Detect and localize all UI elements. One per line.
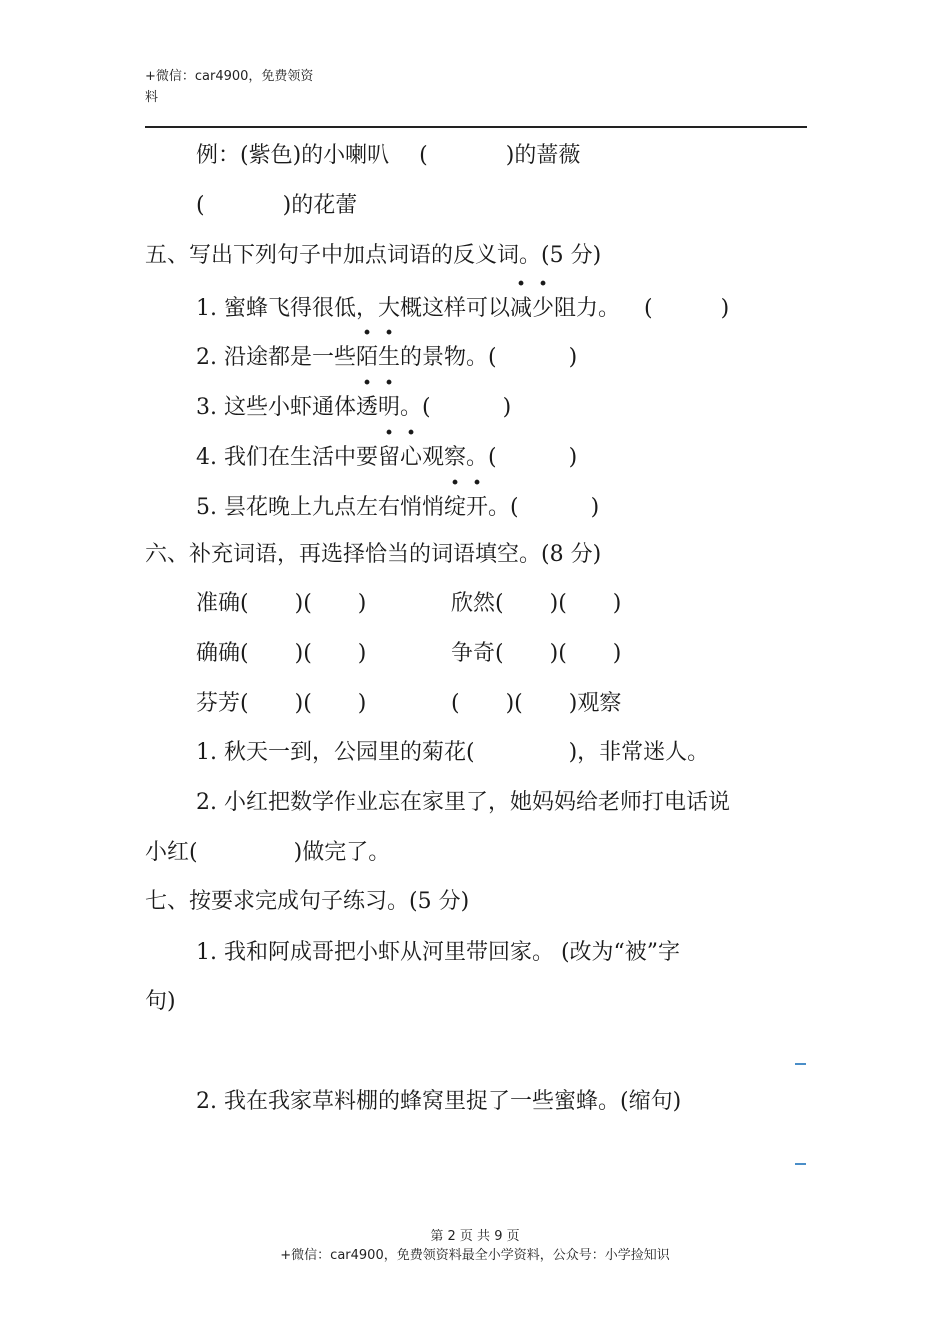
emphasis-dot-char: 绽: [443, 495, 466, 520]
blank1-suffix: 的蔷薇: [514, 143, 581, 168]
word-queque: 确确( )( ): [196, 641, 367, 666]
example-text: 例：(紫色)的小喇叭: [196, 143, 390, 168]
watermark-line-1: +微信：car4900，免费领资: [145, 69, 314, 84]
example-line: 例：(紫色)的小喇叭 ( )的蔷薇: [196, 143, 581, 168]
emphasis-dot-char: 生: [378, 345, 401, 370]
word-zhunque: 准确( )( ): [196, 591, 367, 616]
dotted-word: [356, 345, 400, 370]
emphasis-dot-char: 减: [509, 296, 532, 321]
answer-line-1: [795, 1063, 806, 1065]
blank2-suffix: 的花蕾: [291, 193, 358, 218]
emphasis-dot-char: 开: [466, 495, 489, 520]
section7-q1-line1: 1. 我和阿成哥把小虾从河里带回家。 (改为“被”字: [196, 940, 681, 965]
emphasis-dot-char: 陌: [355, 345, 378, 370]
section7-q2: 2. 我在我家草料棚的蜂窝里捉了一些蜜蜂。(缩句): [196, 1089, 682, 1114]
word-xinran: 欣然( )( ): [451, 591, 622, 616]
section5-item-1: 1. 蜜蜂飞得很低，大概这样可以减少阻力。 ( ): [196, 293, 729, 325]
section7-title: 七、按要求完成句子练习。(5 分): [145, 889, 470, 914]
word-fenfang: 芬芳( )( ): [196, 691, 367, 716]
word-guancha: ( )( )观察: [451, 691, 622, 716]
section6-q1: 1. 秋天一到，公园里的菊花( )，非常迷人。: [196, 740, 710, 765]
section5-item-3: 3. 这些小虾通体透明。( ): [196, 392, 511, 424]
dotted-word: [356, 395, 400, 420]
dotted-word: [444, 495, 488, 520]
section6-q2-line2: 小红( )做完了。: [145, 840, 391, 865]
blank2-line: ( )的花蕾: [196, 193, 358, 218]
section5-item-4: 4. 我们在生活中要留心观察。( ): [196, 442, 577, 474]
header-divider: [145, 126, 807, 128]
section5-item-5: 5. 昙花晚上九点左右悄悄绽开。( ): [196, 492, 599, 524]
emphasis-dot-char: 明: [378, 395, 401, 420]
section7-q1-line2: 句): [145, 989, 176, 1014]
emphasis-dot-char: 透: [355, 395, 378, 420]
section6-q2-line1: 2. 小红把数学作业忘在家里了，她妈妈给老师打电话说: [196, 790, 730, 815]
dotted-word: [378, 445, 422, 470]
page-number: 第 2 页 共 9 页: [430, 1229, 520, 1244]
emphasis-dot-char: 少: [532, 296, 555, 321]
section6-title: 六、补充词语，再选择恰当的词语填空。(8 分): [145, 542, 602, 567]
footer-watermark: +微信：car4900，免费领资料最全小学资料，公众号：小学捡知识: [280, 1248, 670, 1263]
emphasis-dot-char: 留: [377, 445, 400, 470]
answer-line-2: [795, 1163, 806, 1165]
section5-title: 五、写出下列句子中加点词语的反义词。(5 分): [145, 243, 602, 268]
emphasis-dot-char: 心: [400, 445, 423, 470]
section5-item-2: 2. 沿途都是一些陌生的景物。( ): [196, 342, 577, 374]
dotted-word: [510, 296, 554, 321]
watermark-line-2: 料: [145, 90, 159, 105]
word-zhengqi: 争奇( )( ): [451, 641, 622, 666]
watermark-header: [145, 66, 345, 108]
